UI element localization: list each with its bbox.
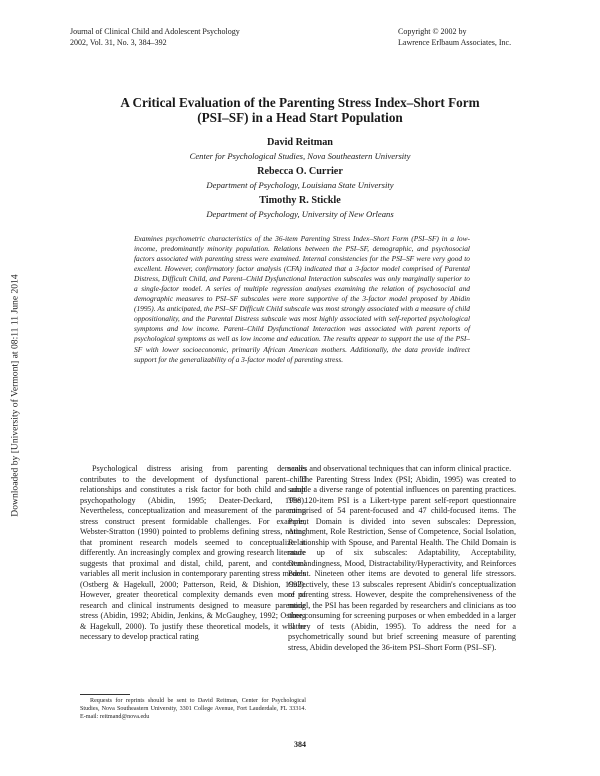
abstract: Examines psychometric characteristics of the 36-item Parenting Stress Index–Short Form (PSI–SF) in a low-income, predominantly minority population. Relations between the PSI–SF, demographic, and psychosocial factors associated with parenting stress were examined. Internal consistencies for the PSI–SF were very good to excellent. However, confirmatory factor analysis (CFA) indicated that a 3-factor model comprised of Parental Distress, Difficult Child, and Parent–Child Dysfunctional Interaction subscales was only marginally superior to a single-factor model. A series of multiple regression analyses examining the relation of psychosocial and demographic measures to PSI–SF subscales were more supportive of the 3-factor model proposed by Abidin (1995). As anticipated, the PSI–SF Difficult Child subscale was most strongly associated with a measure of child oppositionality, and the Parental Distress subscale was most highly associated with self-reported psychological symptoms and low income. Parent–Child Dysfunctional Interaction was associated with parent reports of psychological symptoms as well as low income and education. The results appear to support the use of the PSI–SF with lower socioeconomic, primarily African American mothers. Additionally, the data provide indirect support for the generalizability of a 3-factor model of parenting stress. — [134, 234, 470, 364]
footnote-rule — [80, 694, 130, 695]
body-paragraph: The Parenting Stress Index (PSI; Abidin, 1995) was created to sample a diverse range of potential influences on parenting practices. The 120-item PSI is a Likert-type parent self-report questionnaire comprised of 54 parent-focused and 47 child-focused items. The Parent Domain is divided into seven subscales: Depression, Attachment, Role Restriction, Sense of Competence, Social Isolation, Relationship with Spouse, and Parental Health. The Child Domain is made up of six subscales: Adaptability, Acceptability, Demandingness, Mood, Distractability/Hyperactivity, and Reinforces Parent. Nineteen other items are devoted to general life stressors. Collectively, these 13 subscales represent Abidin's conceptualization of parenting stress. However, despite the comprehensiveness of the model, the PSI has been regarded by researchers and clinicians as too time consuming for screening purposes or when embedded in a larger battery of tests (Abidin, 1995). To address the need for a psychometrically sound but brief screening measure of parenting stress, Abidin developed the 36-item PSI–Short Form (PSI–SF). — [288, 474, 516, 652]
title-line-1: A Critical Evaluation of the Parenting Stress Index–Short Form — [120, 95, 480, 110]
body-column-left — [80, 464, 306, 714]
article-title — [70, 95, 530, 125]
copyright-header — [398, 26, 511, 48]
author-name: David Reitman — [267, 137, 333, 148]
author-affiliation: Department of Psychology, University of New Orleans — [206, 209, 394, 219]
download-stamp: Downloaded by [University of Vermont] at 08:11 11 June 2014 — [9, 274, 21, 517]
author-name: Rebecca O. Currier — [257, 166, 343, 177]
publisher-line: Lawrence Erlbaum Associates, Inc. — [398, 38, 512, 47]
journal-volume: 2002, Vol. 31, No. 3, 384–392 — [70, 38, 167, 47]
author-affiliation: Center for Psychological Studies, Nova Southeastern University — [189, 151, 411, 161]
correspondence-footnote: Requests for reprints should be sent to David Reitman, Center for Psychological Studies, Nova Southeastern University, 3301 College Avenue, Fort Lauderdale, FL 33314. E-mail: reitmand@nova.edu — [80, 698, 306, 721]
page-number: 384 — [294, 740, 306, 749]
title-line-2: (PSI–SF) in a Head Start Population — [197, 110, 403, 125]
body-paragraph: Psychological distress arising from parenting demands contributes to the development of dysfunctional parent–child relationships and constitutes a risk factor for both child and adult psychopathology (Abidin, 1995; Deater-Deckard, 1998). Nevertheless, conceptualization and measurement of the parenting stress construct present formidable challenges. For example, Webster-Stratton (1990) pointed to problems defining stress, noting that prominent research models seemed to conceptualize it differently. An increasingly complex and growing research literature suggests that proximal and distal, child, parent, and contextual variables all merit inclusion in contemporary parenting stress models (Ostberg & Hagekull, 2000; Patterson, Reid, & Dishion, 1992). However, greater theoretical complexity demands even more of research and clinical instruments designed to measure parenting stress (Abidin, 1992; Abidin, Jenkins, & McGaughey, 1992; Ostberg & Hagekull, 2000). To justify these theoretical models, it will be necessary to develop practical rating — [80, 464, 306, 641]
body-column-right — [288, 464, 516, 653]
author-name: Timothy R. Stickle — [259, 195, 341, 206]
copyright-line: Copyright © 2002 by — [398, 27, 467, 36]
author-affiliation: Department of Psychology, Louisiana State University — [206, 180, 394, 190]
body-paragraph: scales and observational techniques that can inform clinical practice. — [288, 464, 512, 473]
journal-name: Journal of Clinical Child and Adolescent Psychology — [70, 27, 240, 36]
journal-header — [70, 26, 240, 48]
